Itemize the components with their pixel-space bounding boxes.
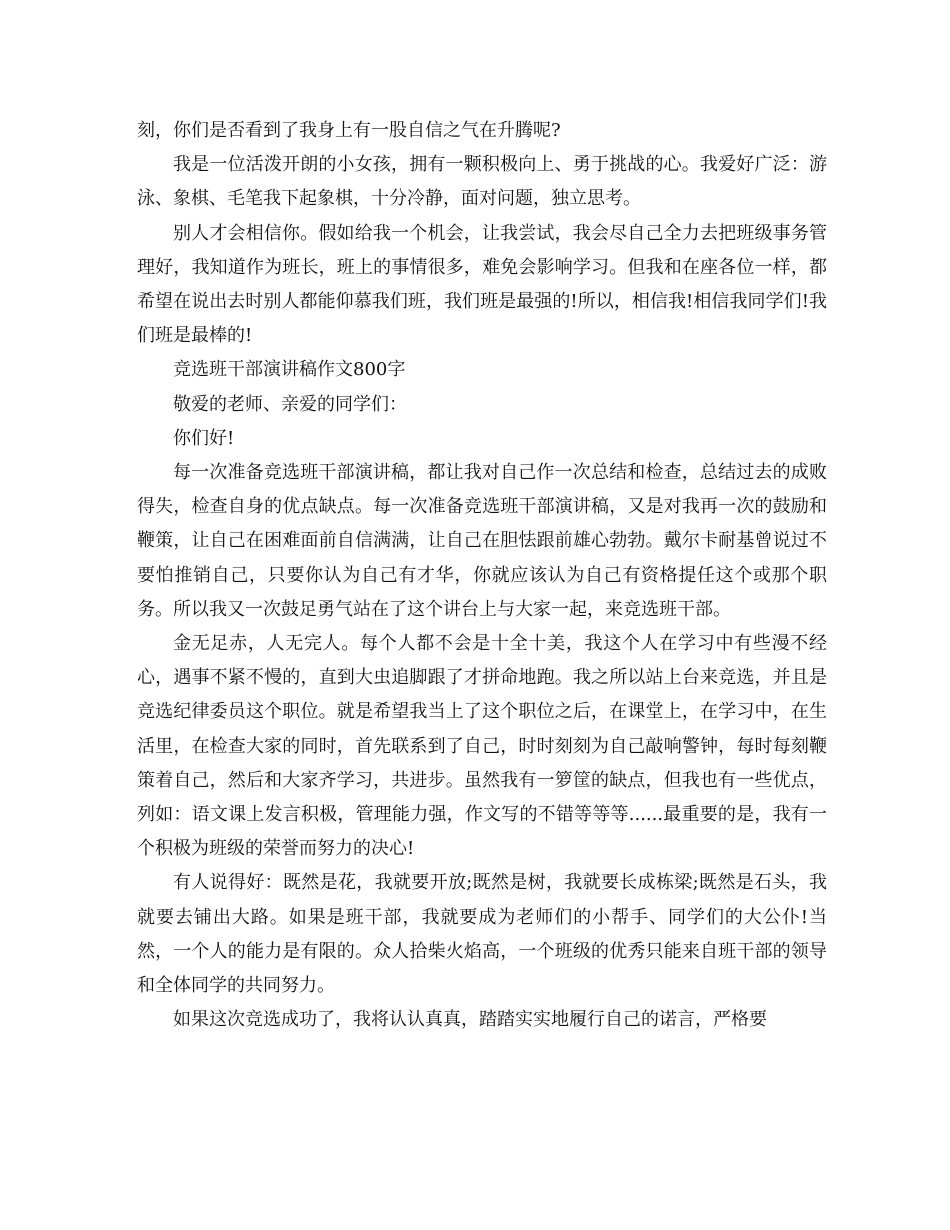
paragraph-8: 金无足赤，人无完人。每个人都不会是十全十美，我这个人在学习中有些漫不经心，遇事不紧不慢的，直到大虫追脚跟了才拼命地跑。我之所以站上台来竞选，并且是竞选纪律委员这个职位。就是希望我当上了这个职位之后，在课堂上，在学习中，在生活里，在检查大家的同时，首先联系到了自己，时时刻刻为自己敲响警钟，每时每刻鞭策着自己，然后和大家齐学习，共进步。虽然我有一箩筐的缺点，但我也有一些优点，列如：语文课上发言积极，管理能力强，作文写的不错等等等......最重要的是，我有一个积极为班级的荣誉而努力的决心! — [137, 633, 827, 860]
paragraph-2: 我是一位活泼开朗的小女孩，拥有一颗积极向上、勇于挑战的心。我爱好广泛：游泳、象棋、毛笔我下起象棋，十分冷静，面对问题，独立思考。 — [137, 154, 827, 210]
paragraph-7: 每一次准备竞选班干部演讲稿，都让我对自己作一次总结和检查，总结过去的成败得失，检查自身的优点缺点。每一次准备竞选班干部演讲稿，又是对我再一次的鼓励和鞭策，让自己在困难面前自信满满，让自己在胆怯跟前雄心勃勃。戴尔卡耐基曾说过不要怕推销自己，只要你认为自己有才华，你就应该认为自己有资格提任这个或那个职务。所以我又一次鼓足勇气站在了这个讲台上与大家一起，来竞选班干部。 — [137, 462, 827, 620]
salutation: 敬爱的老师、亲爱的同学们： — [173, 393, 407, 415]
greeting: 你们好! — [173, 427, 235, 449]
paragraph-3: 别人才会相信你。假如给我一个机会，让我尝试，我会尽自己全力去把班级事务管理好，我知道作为班长，班上的事情很多，难免会影响学习。但我和在座各位一样，都希望在说出去时别人都能仰慕我们班，我们班是最强的!所以，相信我!相信我同学们!我们班是最棒的! — [137, 222, 827, 347]
document-page — [137, 114, 827, 1037]
paragraph-10: 如果这次竞选成功了，我将认认真真，踏踏实实地履行自己的诺言，严格要 — [173, 1009, 767, 1031]
paragraph-1: 刻，你们是否看到了我身上有一股自信之气在升腾呢? — [137, 120, 561, 141]
paragraph-9: 有人说得好：既然是花，我就要开放;既然是树，我就要长成栋梁;既然是石头，我就要去铺出大路。如果是班干部，我就要成为老师们的小帮手、同学们的大公仆!当然，一个人的能力是有限的。众人拾柴火焰高，一个班级的优秀只能来自班干部的领导和全体同学的共同努力。 — [137, 872, 827, 997]
essay-title: 竞选班干部演讲稿作文800字 — [173, 359, 406, 381]
